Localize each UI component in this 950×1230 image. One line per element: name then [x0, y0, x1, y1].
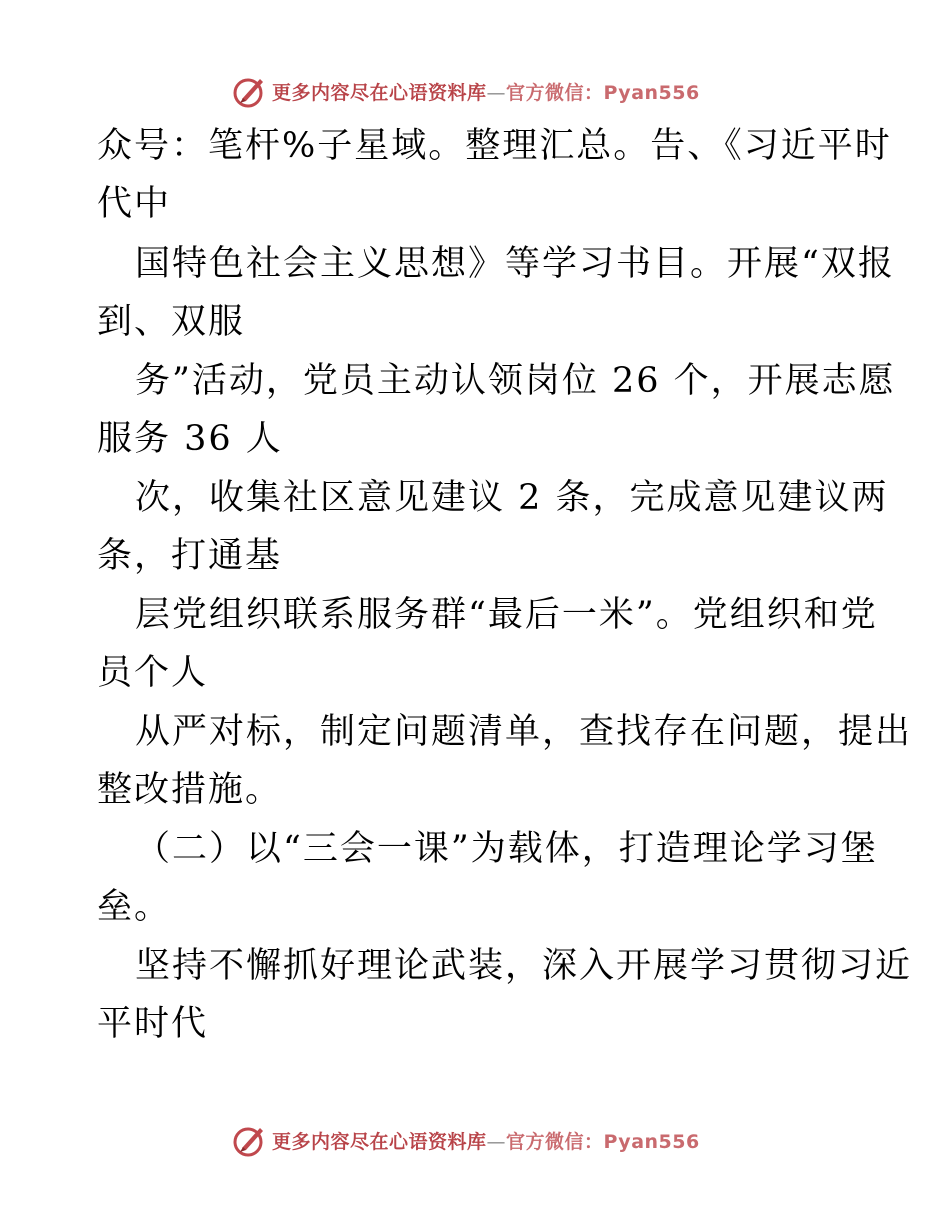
watermark-id: Pyan556 [603, 1130, 700, 1153]
body-line: 次，收集社区意见建议 2 条，完成意见建议两 [135, 478, 889, 518]
watermark-brand: 更多内容尽在心语资料库 [272, 1130, 487, 1153]
section-heading: （二）以“三会一课”为载体，打造理论学习堡 [135, 829, 878, 869]
watermark-suffix: 官方微信： [506, 1130, 604, 1153]
quill-logo-icon [232, 1122, 268, 1158]
watermark-suffix: 官方微信： [506, 81, 604, 104]
body-line: 代中 [97, 184, 172, 224]
watermark-brand: 更多内容尽在心语资料库 [272, 81, 487, 104]
footer-watermark [232, 1120, 700, 1160]
watermark-separator: — [486, 81, 507, 104]
body-line: 国特色社会主义思想》等学习书目。开展“双报 [135, 244, 895, 284]
body-line: 条，打通基 [97, 536, 283, 576]
body-line: 整改措施。 [97, 770, 283, 810]
body-line: 层党组织联系服务群“最后一米”。党组织和党 [135, 595, 878, 635]
body-line: 坚持不懈抓好理论武装，深入开展学习贯彻习近 [135, 946, 913, 986]
watermark-separator: — [486, 1130, 507, 1153]
body-line: 众号：笔杆%子星域。整理汇总。告、《习近平时 [97, 126, 892, 166]
header-watermark [232, 71, 700, 111]
quill-logo-icon [232, 73, 268, 109]
body-line: 平时代 [97, 1004, 209, 1044]
body-line: 服务 36 人 [97, 419, 283, 459]
body-line: 到、双服 [97, 302, 246, 342]
body-line: 务”活动，党员主动认领岗位 26 个，开展志愿 [135, 361, 896, 401]
body-line: 员个人 [97, 653, 209, 693]
body-line: 从严对标，制定问题清单，查找存在问题，提出 [135, 712, 913, 752]
watermark-id: Pyan556 [603, 81, 700, 104]
body-line: 垒。 [97, 887, 172, 927]
